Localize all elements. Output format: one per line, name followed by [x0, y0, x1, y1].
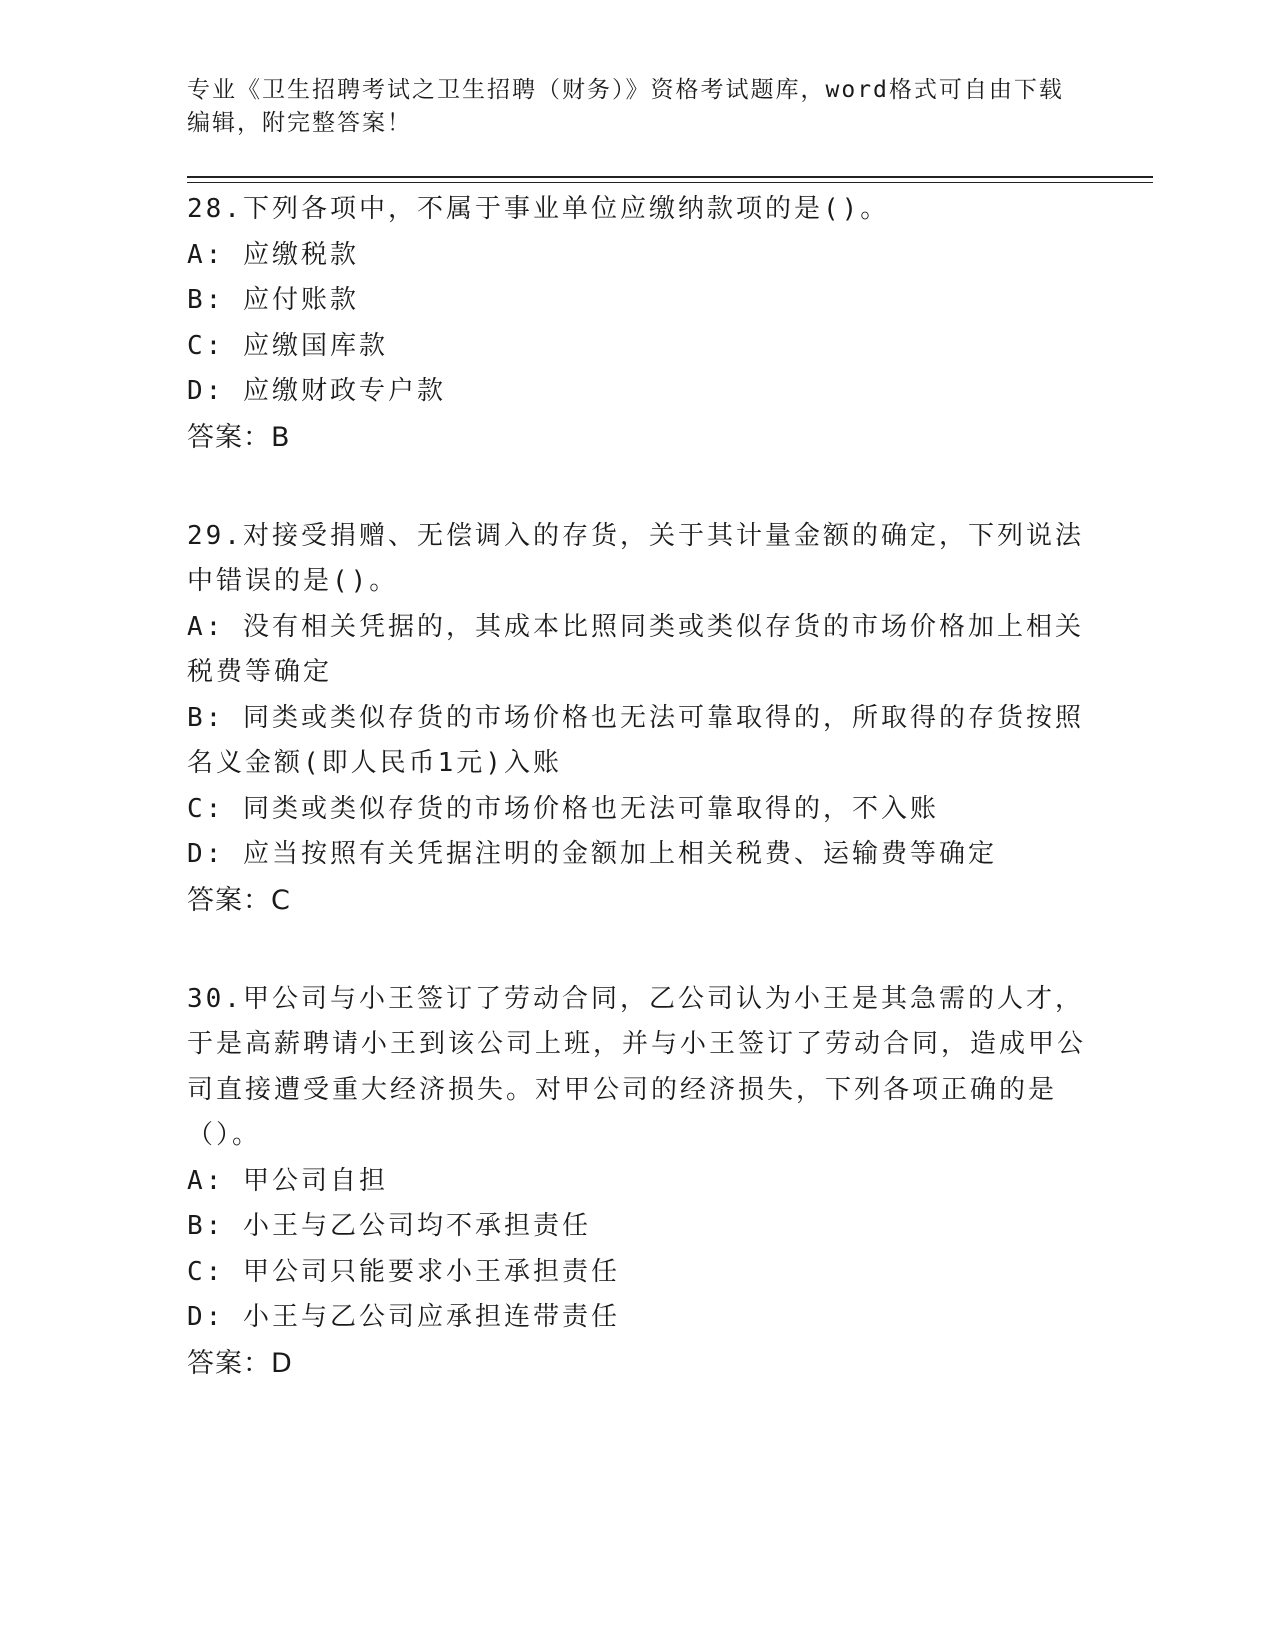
- document-header: [187, 74, 1067, 140]
- question-28: [187, 187, 1087, 461]
- header-line-1: 专业《卫生招聘考试之卫生招聘（财务）》资格考试题库，word格式可自由下载: [187, 77, 1064, 103]
- question-stem: 29.对接受捐赠、无偿调入的存货，关于其计量金额的确定，下列说法中错误的是()。: [187, 520, 1084, 596]
- option-d: D: 应当按照有关凭据注明的金额加上相关税费、运输费等确定: [187, 839, 997, 869]
- option-c: C: 同类或类似存货的市场价格也无法可靠取得的，不入账: [187, 793, 939, 824]
- option-c: C: 应缴国库款: [187, 330, 388, 361]
- option-a: A: 应缴税款: [187, 239, 359, 270]
- option-a: A: 没有相关凭据的，其成本比照同类或类似存货的市场价格加上相关税费等确定: [187, 611, 1084, 687]
- header-divider-thick: [187, 176, 1153, 178]
- answer-line: 答案：C: [187, 884, 291, 916]
- option-b: B: 小王与乙公司均不承担责任: [187, 1211, 591, 1241]
- question-30: [187, 977, 1087, 1387]
- option-b: B: 应付账款: [187, 285, 359, 315]
- question-list: [187, 187, 1087, 1440]
- option-b: B: 同类或类似存货的市场价格也无法可靠取得的，所取得的存货按照名义金额(即人民币1元)入账: [187, 702, 1084, 778]
- option-d: D: 应缴财政专户款: [187, 376, 446, 406]
- header-line-2: 编辑，附完整答案！: [187, 110, 412, 136]
- answer-line: 答案：B: [187, 421, 291, 453]
- question-stem: 30.甲公司与小王签订了劳动合同，乙公司认为小王是其急需的人才，于是高薪聘请小王到该公司上班，并与小王签订了劳动合同，造成甲公司直接遭受重大经济损失。对甲公司的经济损失，下列各项正确的是（）。: [187, 983, 1087, 1150]
- option-c: C: 甲公司只能要求小王承担责任: [187, 1256, 620, 1287]
- option-a: A: 甲公司自担: [187, 1165, 388, 1196]
- answer-line: 答案：D: [187, 1347, 293, 1379]
- header-divider-thin: [187, 182, 1153, 183]
- question-stem: 28.下列各项中，不属于事业单位应缴纳款项的是()。: [187, 194, 890, 224]
- question-29: [187, 514, 1087, 924]
- option-d: D: 小王与乙公司应承担连带责任: [187, 1302, 620, 1332]
